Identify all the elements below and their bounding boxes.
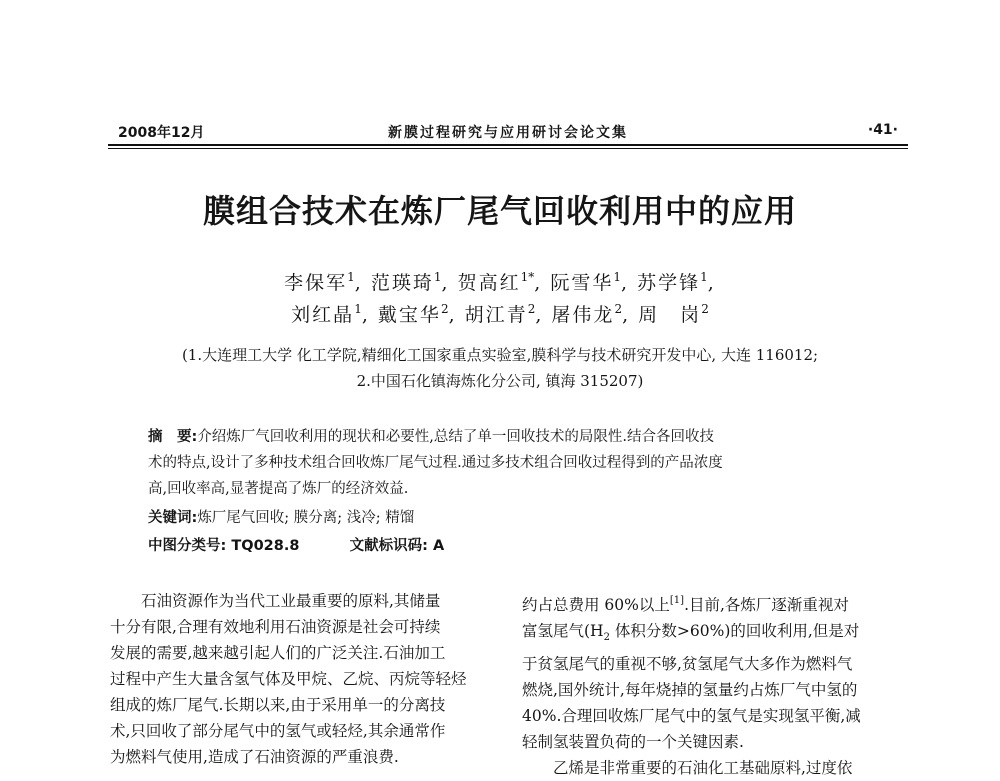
body-line xyxy=(522,618,890,651)
doc-code-value: A xyxy=(432,538,445,554)
keywords-label: 关键词: xyxy=(148,510,198,526)
affiliation-line-2: 2.中国石化镇海炼化分公司, 镇海 315207) xyxy=(356,372,644,390)
body-line: 十分有限,合理有效地利用石油资源是社会可持续 xyxy=(110,618,441,636)
body-line: 组成的炼厂尾气.长期以来,由于采用单一的分离技 xyxy=(110,696,446,714)
classification-line xyxy=(148,534,444,555)
body-line: 乙烯是非常重要的石油化工基础原料,过度依 xyxy=(553,759,853,778)
header-date: 2008年12月 xyxy=(118,125,205,141)
body-line: 石油资源作为当代工业最重要的原料,其储量 xyxy=(141,592,441,610)
author-line-1: 李保军$^1$, 范瑛琦$^1$, 贺高红$^{1*}$, 阮雪华$^1$, 苏学锋$^1$, xyxy=(284,270,716,294)
author-affil-mark: 1 xyxy=(700,270,708,284)
subscript: 2 xyxy=(603,632,610,644)
body-text: 富氢尾气(H xyxy=(522,622,604,640)
body-text: 约占总费用 60%以上 xyxy=(522,596,670,614)
body-line: 轻制氢装置负荷的一个关键因素. xyxy=(522,733,744,752)
abstract-text-line: 术的特点,设计了多种技术组合回收炼厂尾气过程.通过多技术组合回收过程得到的产品浓度 xyxy=(148,455,723,471)
author-affil-mark: 2 xyxy=(527,302,536,316)
author-name: 刘红晶 xyxy=(291,304,355,326)
body-text: .目前,各炼厂逐渐重视对 xyxy=(684,596,849,614)
author-name: 范瑛琦 xyxy=(370,272,434,294)
abstract-label: 摘 要: xyxy=(148,429,198,445)
body-line: 于贫氢尾气的重视不够,贫氢尾气大多作为燃料气 xyxy=(522,655,853,674)
abstract-text-line: 介绍炼厂气回收利用的现状和必要性,总结了单一回收技术的局限性.结合各回收技 xyxy=(197,429,715,445)
author-affil-mark: 1* xyxy=(520,270,535,284)
author-line-2: 刘红晶$^1$, 戴宝华$^2$, 胡江青$^2$, 屠伟龙$^2$, 周 岗$^2$ xyxy=(291,302,709,326)
citation-ref: [1] xyxy=(669,595,685,606)
keywords-text: 炼厂尾气回收; 膜分离; 浅冷; 精馏 xyxy=(197,510,415,526)
keywords xyxy=(148,506,414,527)
author-affil-mark: 2 xyxy=(614,302,623,316)
body-line xyxy=(522,588,890,618)
body-line: 40%.合理回收炼厂尾气中的氢气是实现氢平衡,减 xyxy=(522,707,861,726)
doc-code-label: 文献标识码: xyxy=(349,538,428,554)
paper-title: 膜组合技术在炼厂尾气回收利用中的应用 xyxy=(202,192,797,230)
header-rule-thin xyxy=(108,148,908,149)
body-column-right xyxy=(522,588,890,781)
affiliation-line-1: (1.大连理工大学 化工学院,精细化工国家重点实验室,膜科学与技术研究开发中心, 大连 116012; xyxy=(181,346,819,364)
body-line: 为燃料气使用,造成了石油资源的严重浪费. xyxy=(110,748,399,766)
author-affil-mark: 1 xyxy=(613,270,622,284)
body-line: 燃烧,国外统计,每年烧掉的氢量约占炼厂气中氢的 xyxy=(522,681,858,700)
author-name: 苏学锋 xyxy=(637,272,701,294)
author-affil-mark: 2 xyxy=(701,302,709,316)
body-column-left xyxy=(110,588,478,770)
author-affil-mark: 1 xyxy=(354,302,362,316)
abstract-text-line: 高,回收率高,显著提高了炼厂的经济效益. xyxy=(148,481,409,497)
header-rule-thick xyxy=(108,144,908,146)
author-name: 周 岗 xyxy=(638,304,702,326)
header-page-number: ·41· xyxy=(867,122,898,138)
body-line: 术,只回收了部分尾气中的氢气或轻烃,其余通常作 xyxy=(110,722,446,740)
author-affil-mark: 1 xyxy=(347,270,355,284)
body-text: 体积分数>60%)的回收利用,但是对 xyxy=(609,622,860,640)
author-name: 胡江青 xyxy=(464,304,528,326)
running-header xyxy=(108,122,908,144)
author-name: 屠伟龙 xyxy=(551,304,615,326)
author-name: 李保军 xyxy=(284,272,348,294)
clc-label: 中图分类号: xyxy=(148,538,227,554)
clc-value: TQ028.8 xyxy=(231,538,300,554)
header-journal: 新膜过程研究与应用研讨会论文集 xyxy=(388,125,628,141)
author-name: 贺高红 xyxy=(457,272,521,294)
author-name: 戴宝华 xyxy=(377,304,441,326)
body-line: 发展的需要,越来越引起人们的广泛关注.石油加工 xyxy=(110,644,446,662)
abstract xyxy=(148,424,868,502)
body-line: 过程中产生大量含氢气体及甲烷、乙烷、丙烷等轻烃 xyxy=(110,670,467,688)
author-name: 阮雪华 xyxy=(550,272,614,294)
author-affil-mark: 2 xyxy=(440,302,449,316)
author-affil-mark: 1 xyxy=(433,270,442,284)
